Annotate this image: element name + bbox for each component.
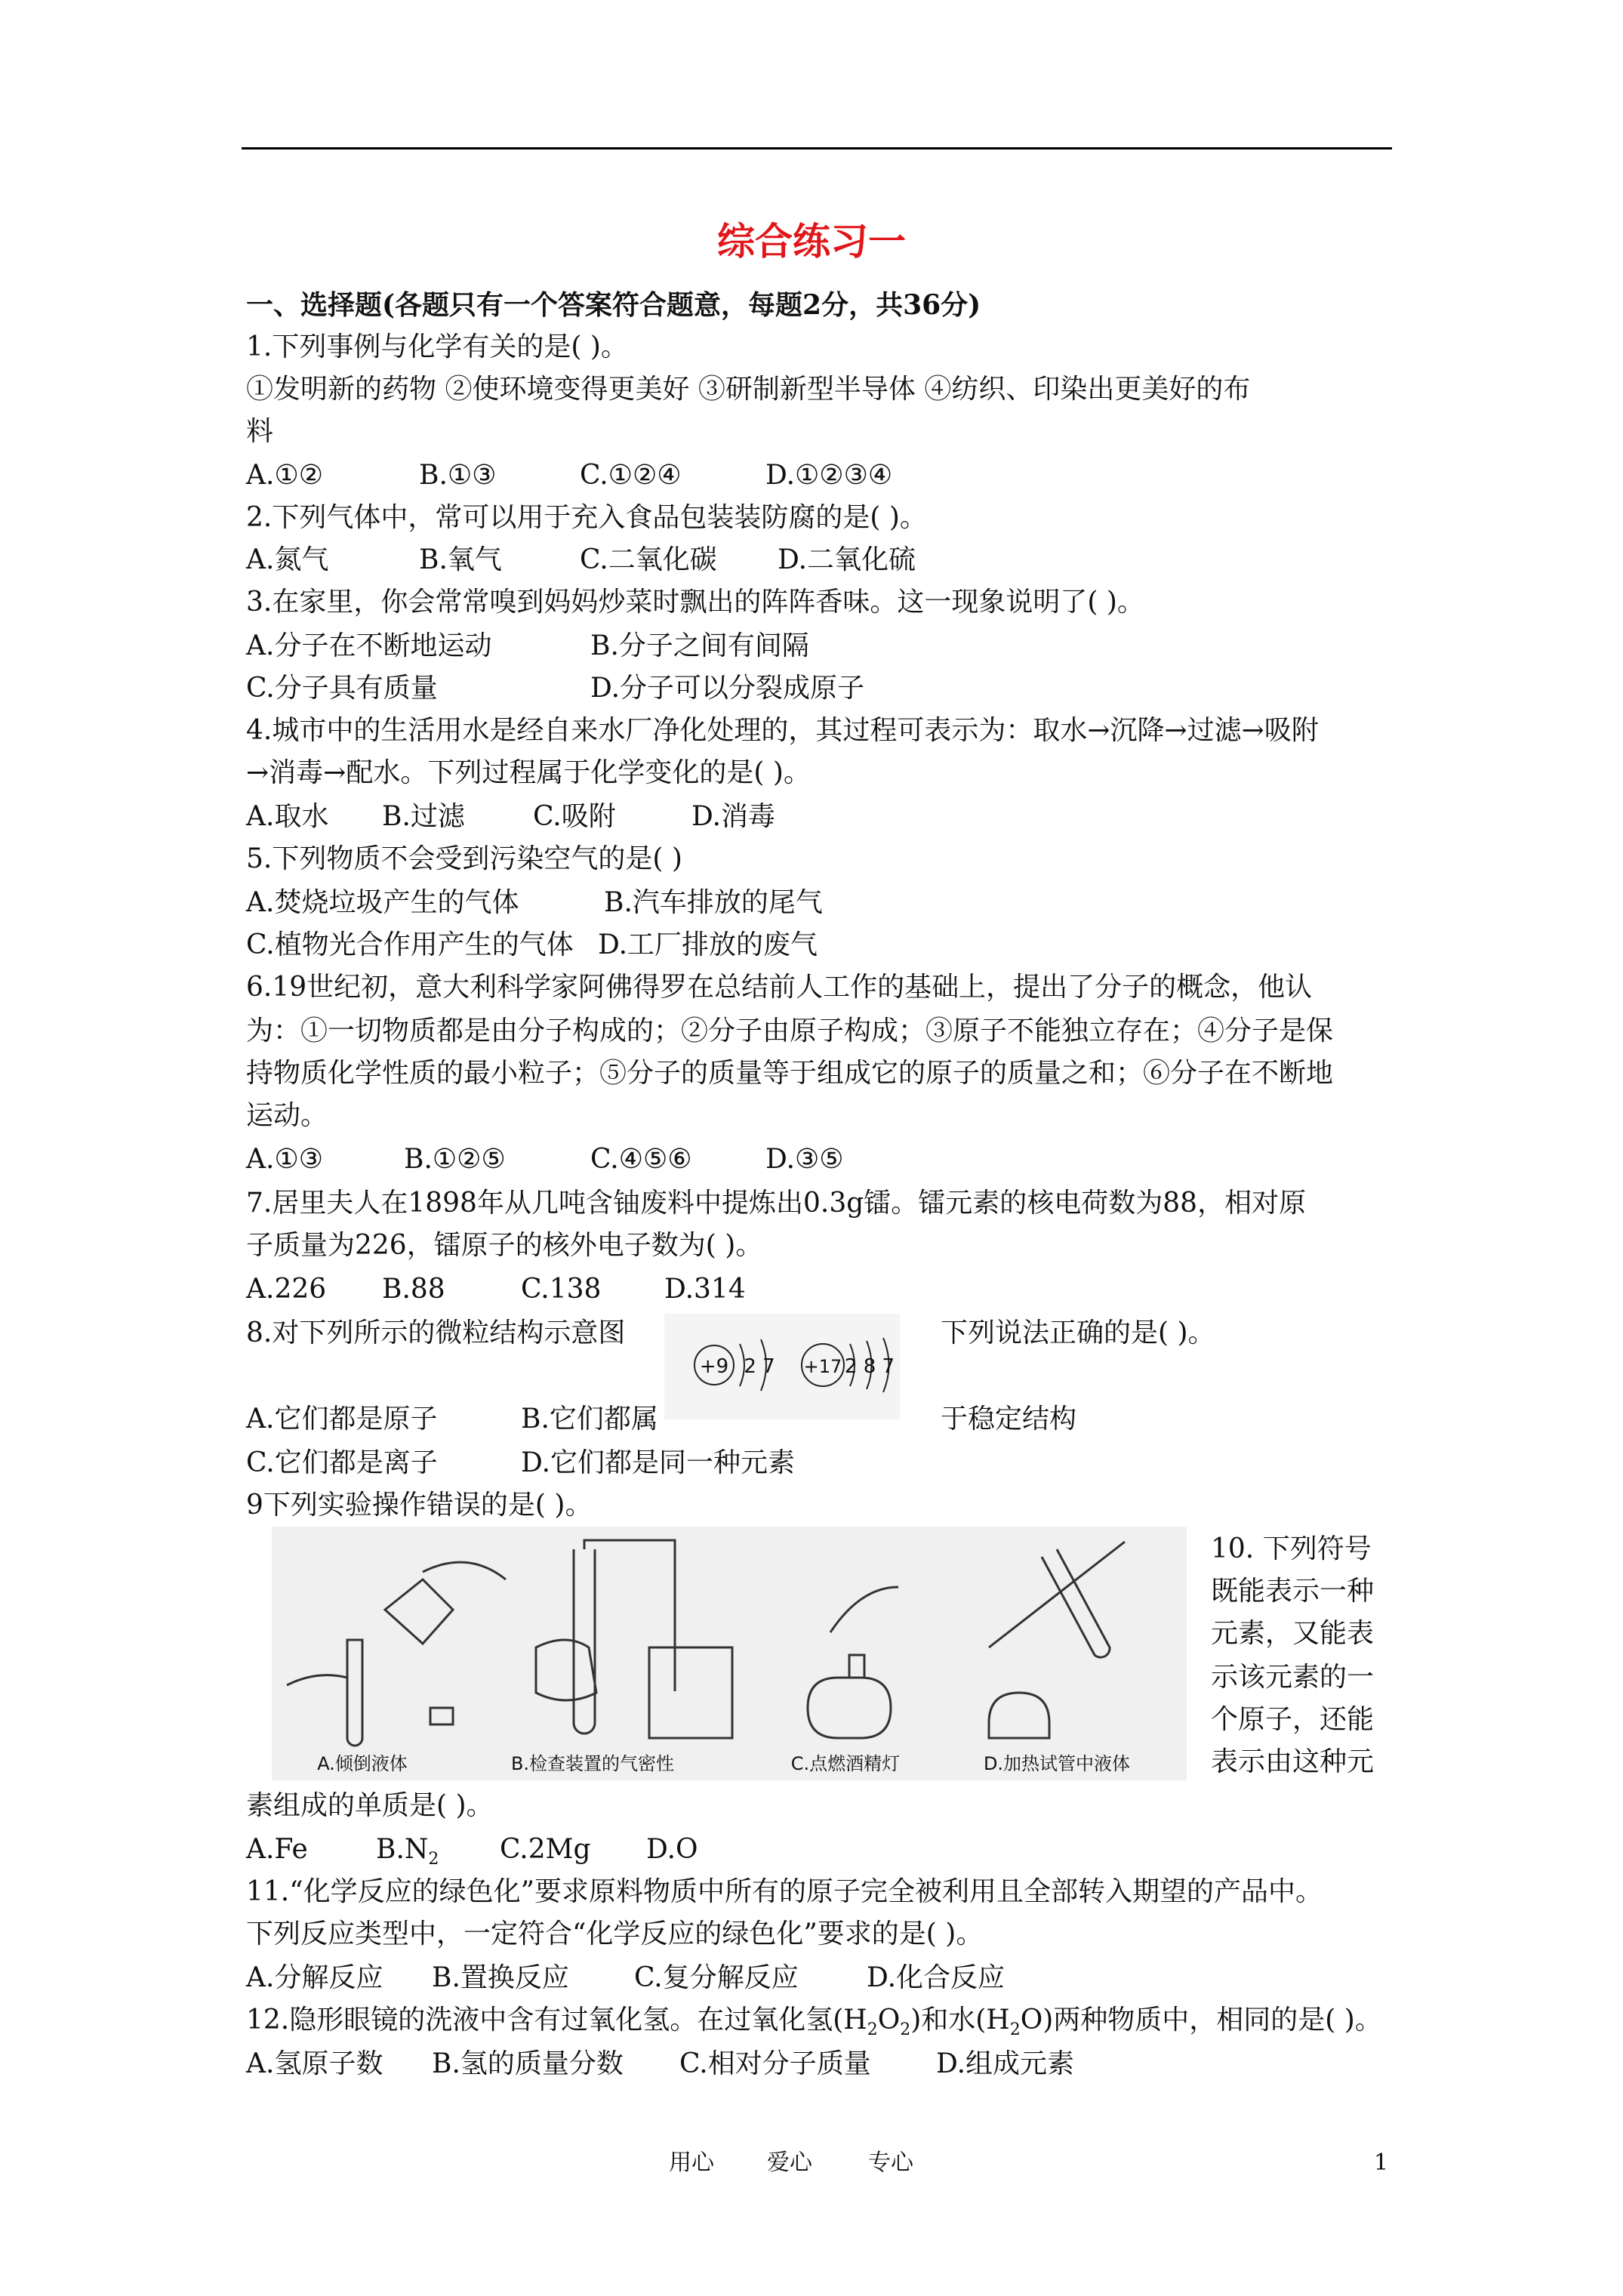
q5-option-a: A.焚烧垃圾产生的气体 (246, 887, 519, 918)
q7-option-d: D.314 (664, 1274, 746, 1305)
q12-option-c: C.相对分子质量 (679, 2048, 871, 2079)
caption-c: C.点燃酒精灯 (790, 1753, 901, 1774)
q10-stem-line-1: 10. 下列符号 (1211, 1533, 1372, 1564)
q4-stem: 4.城市中的生活用水是经自来水厂净化处理的，其过程可表示为：取水→沉降→过滤→吸附 (246, 715, 1319, 746)
q11-option-c: C.复分解反应 (634, 1962, 799, 1993)
q11-option-d: D.化合反应 (867, 1962, 1006, 1993)
q3-stem: 3.在家里，你会常常嗅到妈妈炒菜时飘出的阵阵香味。这一现象说明了( )。 (246, 587, 1144, 618)
q8-option-b: B.它们都属 (521, 1404, 658, 1435)
q9-stem: 9下列实验操作错误的是( )。 (246, 1490, 593, 1521)
q8-option-b-cont: 于稳定结构 (941, 1404, 1077, 1435)
q1-stem: 1.下列事例与化学有关的是( )。 (246, 331, 628, 362)
q10-option-d: D.O (646, 1834, 698, 1865)
q12-text-1: 12.隐形眼镜的洗液中含有过氧化氢。在过氧化氢(H (246, 2005, 867, 2036)
q1-statements: ①发明新的药物 ②使环境变得更美好 ③研制新型半导体 ④纺织、印染出更美好的布 (246, 374, 1251, 405)
footer-motto-3: 专心 (868, 2150, 913, 2176)
q7-option-a: A.226 (246, 1274, 327, 1305)
q11-option-a: A.分解反应 (246, 1962, 383, 1993)
q7-stem-cont: 子质量为226，镭原子的核外电子数为( )。 (246, 1230, 763, 1261)
q6-stem-cont-3: 运动。 (246, 1100, 328, 1131)
q8-stem-cont: 下列说法正确的是( )。 (941, 1318, 1215, 1348)
q4-option-c: C.吸附 (533, 801, 616, 832)
q2-stem: 2.下列气体中，常可以用于充入食品包装装防腐的是( )。 (246, 502, 927, 533)
caption-d: D.加热试管中液体 (983, 1753, 1131, 1774)
q5-option-b: B.汽车排放的尾气 (604, 887, 823, 918)
figure-background (272, 1527, 1187, 1780)
q6-option-b: B.①②⑤ (404, 1144, 506, 1175)
q10-option-b-subscript: 2 (428, 1850, 439, 1869)
q10-stem-line-3: 元素，又能表 (1211, 1618, 1375, 1649)
q10-stem-line-4: 示该元素的一 (1211, 1662, 1375, 1693)
q10-option-b-main: B.N (376, 1834, 429, 1865)
q7-option-c: C.138 (521, 1274, 602, 1305)
q7-option-b: B.88 (382, 1274, 445, 1305)
q12-text-4: O)两种物质中，相同的是( )。 (1020, 2005, 1382, 2036)
q4-option-d: D.消毒 (691, 801, 776, 832)
q3-option-a: A.分子在不断地运动 (246, 630, 492, 661)
q10-stem-line-5: 个原子，还能 (1211, 1704, 1375, 1735)
q10-stem-line-6: 表示由这种元 (1211, 1746, 1375, 1777)
q6-option-c: C.④⑤⑥ (590, 1144, 692, 1175)
q12-sub-2: 2 (900, 2020, 911, 2040)
q5-option-d: D.工厂排放的废气 (598, 929, 818, 960)
q10-option-c: C.2Mg (500, 1834, 591, 1865)
lab-operations-figure (272, 1527, 1187, 1780)
q6-option-a: A.①③ (246, 1144, 323, 1175)
q10-option-a: A.Fe (246, 1834, 308, 1865)
q3-option-b: B.分子之间有间隔 (590, 630, 809, 661)
q12-sub-3: 2 (1009, 2020, 1021, 2040)
q11-stem: 11.“化学反应的绿色化”要求原料物质中所有的原子完全被利用且全部转入期望的产品中。 (246, 1876, 1323, 1907)
q5-option-c: C.植物光合作用产生的气体 (246, 929, 574, 960)
q8-option-c: C.它们都是离子 (246, 1447, 438, 1478)
page-number: 1 (1374, 2150, 1389, 2176)
q2-option-b: B.氧气 (419, 544, 502, 575)
q6-stem-cont-2: 持物质化学性质的最小粒子；⑤分子的质量等于组成它的原子的质量之和；⑥分子在不断地 (246, 1058, 1334, 1089)
q12-option-b: B.氢的质量分数 (432, 2048, 624, 2079)
q6-option-d: D.③⑤ (765, 1144, 844, 1175)
q12-option-d: D.组成元素 (936, 2048, 1075, 2079)
q4-option-a: A.取水 (246, 801, 329, 832)
q10-stem-cont: 素组成的单质是( )。 (246, 1790, 494, 1821)
q8-option-a: A.它们都是原子 (246, 1404, 438, 1435)
caption-b: B.检查装置的气密性 (510, 1753, 675, 1774)
q4-option-b: B.过滤 (382, 801, 465, 832)
header-rule (242, 147, 1392, 149)
caption-a: A.倾倒液体 (317, 1753, 408, 1774)
q6-stem: 6.19世纪初，意大利科学家阿佛得罗在总结前人工作的基础上，提出了分子的概念，他认 (246, 972, 1313, 1003)
q1-option-d: D.①②③④ (765, 460, 893, 491)
q1-option-b: B.①③ (419, 460, 497, 491)
q2-option-c: C.二氧化碳 (580, 544, 717, 575)
q7-stem: 7.居里夫人在1898年从几吨含铀废料中提炼出0.3g镭。镭元素的核电荷数为88，相对原 (246, 1188, 1307, 1219)
q12-sub-1: 2 (867, 2020, 878, 2040)
q8-option-d: D.它们都是同一种元素 (521, 1447, 796, 1478)
footer-motto-2: 爱心 (767, 2150, 812, 2176)
q2-option-d: D.二氧化硫 (778, 544, 916, 575)
q3-option-c: C.分子具有质量 (246, 673, 438, 704)
page-title: 综合练习一 (717, 219, 906, 264)
atom1-nucleus-label: +9 (699, 1355, 729, 1378)
atom2-nucleus-label: +17 (803, 1356, 842, 1377)
footer-motto-1: 用心 (669, 2150, 714, 2176)
section-heading: 一、选择题(各题只有一个答案符合题意，每题2分，共36分) (246, 289, 981, 321)
q1-statements-cont: 料 (246, 416, 274, 447)
q10-stem-line-2: 既能表示一种 (1211, 1576, 1375, 1607)
q8-stem: 8.对下列所示的微粒结构示意图 (246, 1318, 626, 1348)
atom2-electron-counts: 2 8 7 (844, 1355, 895, 1378)
atom-structure-diagram (664, 1314, 900, 1419)
q2-option-a: A.氮气 (246, 544, 329, 575)
q11-stem-cont: 下列反应类型中，一定符合“化学反应的绿色化”要求的是( )。 (246, 1918, 984, 1949)
atom1-electron-counts: 2 7 (744, 1355, 775, 1378)
q6-stem-cont-1: 为：①一切物质都是由分子构成的；②分子由原子构成；③原子不能独立存在；④分子是保 (246, 1015, 1334, 1046)
q4-stem-cont: →消毒→配水。下列过程属于化学变化的是( )。 (246, 757, 811, 788)
q11-option-b: B.置换反应 (432, 1962, 569, 1993)
q3-option-d: D.分子可以分裂成原子 (590, 673, 865, 704)
q1-option-c: C.①②④ (580, 460, 682, 491)
q12-option-a: A.氢原子数 (246, 2048, 383, 2079)
q12-text-2: O (877, 2005, 901, 2036)
q5-stem: 5.下列物质不会受到污染空气的是( ) (246, 843, 682, 874)
q12-text-3: )和水(H (910, 2005, 1010, 2036)
q1-option-a: A.①② (246, 460, 323, 491)
